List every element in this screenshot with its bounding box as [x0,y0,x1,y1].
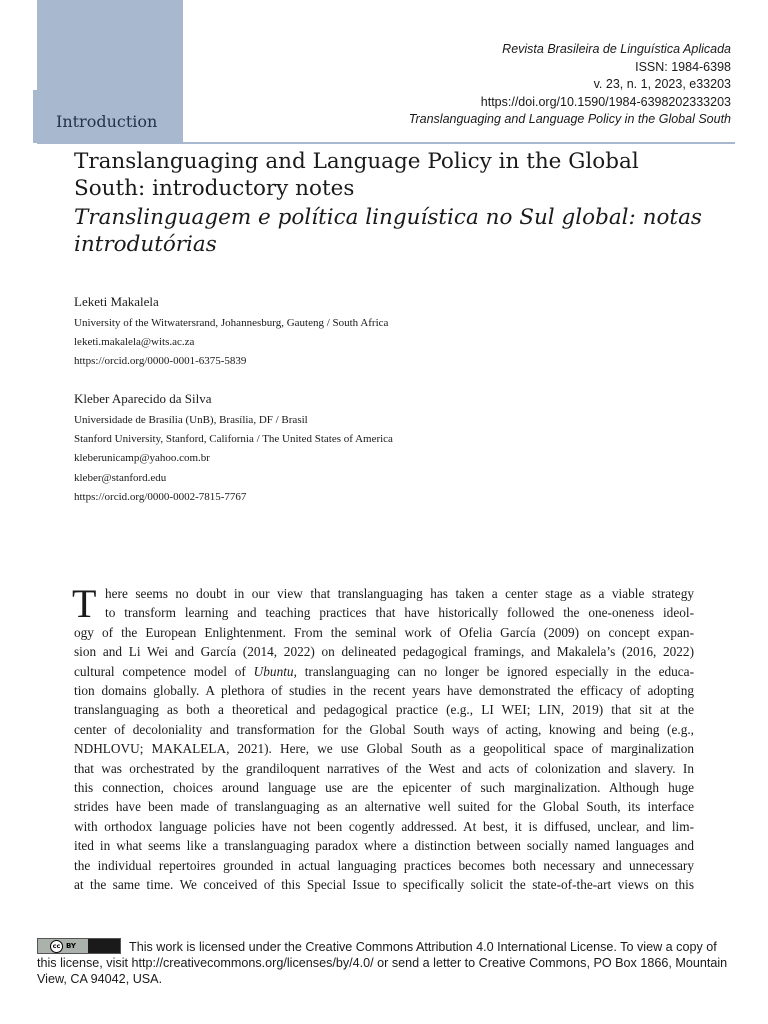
body-line: tion domains globally. A plethora of studies in the recent years have demonstrated the efficacy of adopting [74,683,694,699]
drop-cap: T [72,581,97,626]
journal-doi[interactable]: https://doi.org/10.1590/1984-6398202333203 [480,94,731,109]
body-paragraph [72,581,695,895]
author-email[interactable]: leketi.makalela@wits.ac.za [74,336,195,349]
running-title: Translanguaging and Language Policy in the Global South [408,112,731,126]
body-line: NDHLOVU; MAKALELA, 2021). Here, we use Global South as a geopolitical space of marginalization [74,741,694,757]
article-title-english: Translanguaging and Language Policy in the Global South: introductory notes [74,149,639,201]
section-tab-edge [33,90,37,143]
body-line: this connection, choices around language use are the epicenter of such marginalization. Although huge [74,780,694,796]
author-affiliation: Stanford University, Stanford, California / The United States of America [74,433,393,446]
body-line: strides have been made of translanguaging as an alternative well suited for the Global South, its interface [74,799,694,815]
header-rule [37,142,735,144]
author-affiliation: Universidade de Brasília (UnB), Brasília, DF / Brasil [74,414,308,426]
author-orcid[interactable]: https://orcid.org/0000-0002-7815-7767 [74,490,247,503]
section-label: Introduction [56,112,158,131]
body-line: the individual repertoires grounded in actual languaging practices becomes both necessary and unnecessary [74,857,694,873]
author-block [74,387,393,507]
title-block [74,148,714,258]
author-affiliation: University of the Witwatersrand, Johannesburg, Gauteng / South Africa [74,317,389,329]
cc-icon: cc [50,940,63,953]
body-line: ogy of the European Enlightenment. From the seminal work of Ofelia García (2009) on concept expan- [74,624,694,640]
body-line: at the same time. We conceived of this Special Issue to specifically solicit the state-of-the-art views on this [74,877,694,893]
italic-term: Ubuntu [253,663,294,679]
body-line: center of decoloniality and transformation for the Global South ways of acting, knowing and being (e.g., [74,721,694,737]
author-name: Kleber Aparecido da Silva [74,391,212,406]
body-line: here seems no doubt in our view that translanguaging has taken a center stage as a viable strategy [105,586,694,601]
author-email[interactable]: kleberunicamp@yahoo.com.br [74,452,210,465]
body-line: with orthodox language policies have not been cogently addressed. At best, it is diffused, unclear, and lim- [74,818,694,834]
body-line: that was orchestrated by the grandiloquent narratives of the West and acts of colonization and slavery. In [74,760,694,776]
body-line: to transform learning and teaching practices that have historically followed the one-oneness ideol- [105,605,694,621]
body-line: cultural competence model of Ubuntu, translanguaging can no longer be ignored especially in the educa- [74,663,695,679]
journal-volume: v. 23, n. 1, 2023, e33203 [593,77,731,91]
article-title-portuguese: Translinguagem e política linguística no Sul global: notas introdutórias [74,205,702,257]
journal-issn: ISSN: 1984-6398 [635,59,731,74]
body-line: translanguaging as both a theoretical and pedagogical practice (e.g., LI WEI; LIN, 2019) that sit at the [74,702,694,718]
body-line: ited in what seems like a translanguaging paradox where a distinction between socially named languages and [74,838,694,854]
license-text: This work is licensed under the Creative Commons Attribution 4.0 International License. To view a copy of this license, visit http://creativecommons.org/licenses/by/4.0/ or send a letter to Creative Commons, PO Box 1866, Mountain View, CA 94042, USA. [37,940,728,986]
journal-info [409,41,731,129]
journal-name: Revista Brasileira de Linguística Aplicada [502,42,731,56]
body-line: sion and Li Wei and García (2014, 2022) on delineated pedagogical framings, and Makalela’s (2016, 2022) [74,644,694,660]
author-orcid[interactable]: https://orcid.org/0000-0001-6375-5839 [74,355,247,368]
author-name: Leketi Makalela [74,294,159,309]
author-block [74,290,388,372]
by-icon: BY [65,942,77,950]
author-email[interactable]: kleber@stanford.edu [74,471,167,484]
